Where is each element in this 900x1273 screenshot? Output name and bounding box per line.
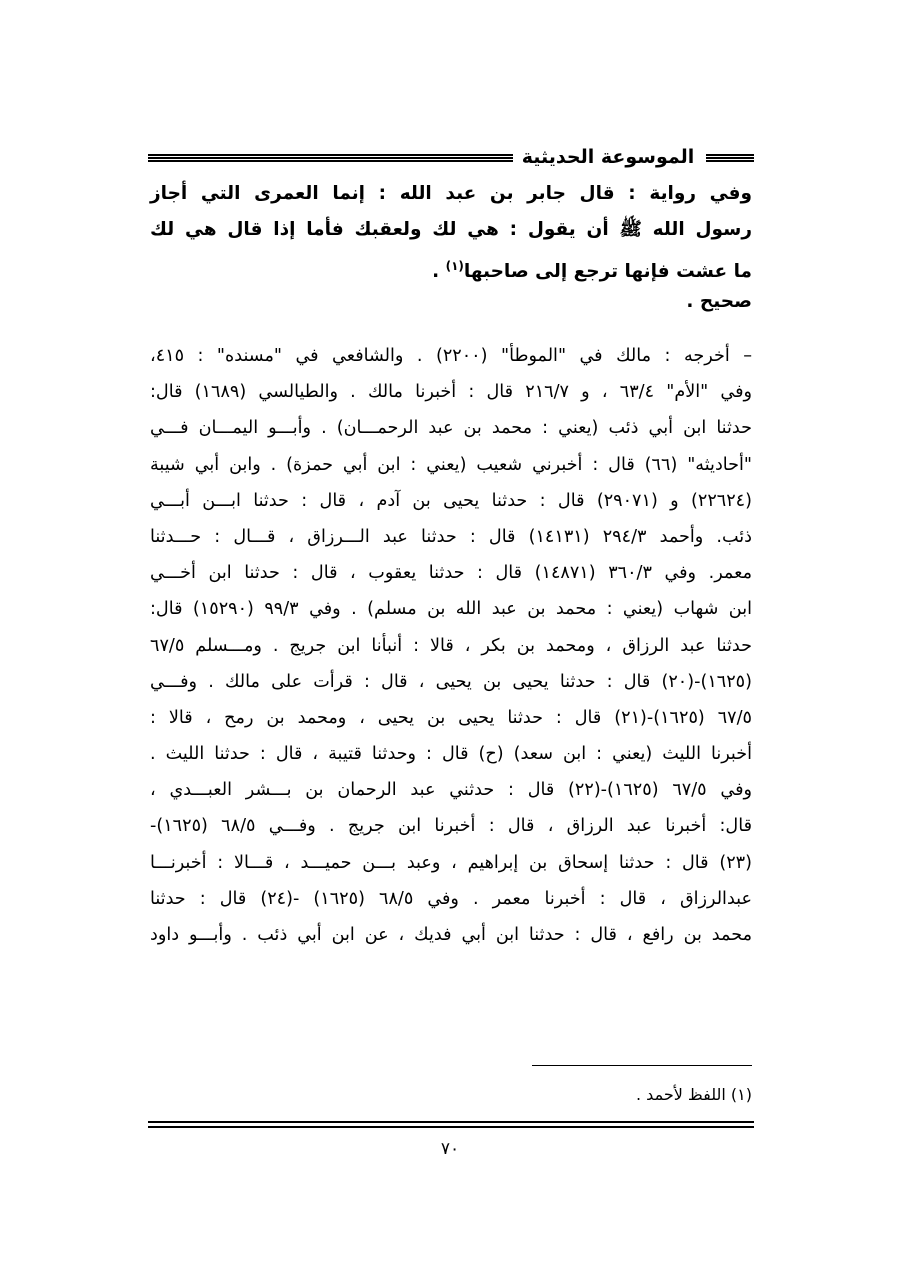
takhrij-line: حدثنا عبد الرزاق ، ومحمد بن بكر ، قالا : أنبأنا ابن جريج . ومـــسلم ٦٧/٥ (150, 635, 752, 656)
takhrij-line: معمر. وفي ٣٦٠/٣ (١٤٨٧١) قال : حدثنا يعقوب ، قال : حدثنا ابن أخـــي (150, 563, 753, 584)
takhrij-line: حدثنا ابن أبي ذئب (يعني : محمد بن عبد الرحمـــان) . وأبـــو اليمـــان فـــي (150, 418, 752, 439)
footnote-separator (532, 1065, 752, 1066)
hadith-last-end: . (432, 261, 446, 283)
takhrij-line: ٦٧/٥ (١٦٢٥)-(٢١) قال : حدثنا يحيى بن يحيى ، ومحمد بن رمح ، قالا : (150, 707, 752, 728)
takhrij-line: وفي ٦٧/٥ (١٦٢٥)-(٢٢) قال : حدثني عبد الرحمان بن بـــشر العبـــدي ، (150, 780, 752, 801)
running-header (148, 142, 754, 176)
hadith-grade: صحيح . (686, 291, 752, 312)
takhrij-line: عبدالرزاق ، قال : أخبرنا معمر . وفي ٦٨/٥ (١٦٢٥) -(٢٤) قال : حدثنا (150, 888, 752, 909)
header-rule-right (706, 154, 754, 162)
takhrij-text (150, 338, 752, 953)
takhrij-line: أخبرنا الليث (يعني : ابن سعد) (ح) قال : وحدثنا قتيبة ، قال : حدثنا الليث . (150, 744, 752, 765)
hadith-line: وفي رواية : قال جابر بن عبد الله : إنما العمرى التي أجاز (150, 183, 752, 204)
footnote: (١) اللفظ لأحمد . (636, 1085, 752, 1104)
hadith-text (150, 176, 752, 320)
takhrij-line: وفي "الأم" ٦٣/٤ ، و ٢١٦/٧ قال : أخبرنا مالك . والطيالسي (١٦٨٩) قال: (150, 382, 752, 403)
takhrij-line: (١٦٢٥)-(٢٠) قال : حدثنا يحيى بن يحيى ، قال : قرأت على مالك . وفـــي (150, 671, 752, 692)
takhrij-line: محمد بن رافع ، قال : حدثنا ابن أبي فديك ، عن ابن أبي ذئب . وأبـــو داود (150, 925, 752, 945)
takhrij-line: (٢٢٦٢٤) و (٢٩٠٧١) قال : حدثنا يحيى بن آدم ، قال : حدثنا ابـــن أبـــي (150, 490, 752, 511)
header-title: الموسوعة الحديثية (521, 146, 695, 168)
takhrij-line: (٢٣) قال : حدثنا إسحاق بن إبراهيم ، وعبد بـــن حميـــد ، قـــالا : أخبرنـــا (150, 852, 752, 873)
takhrij-line: ابن شهاب (يعني : محمد بن عبد الله بن مسلم) . وفي ٩٩/٣ (١٥٢٩٠) قال: (150, 599, 752, 620)
footer-rule (148, 1121, 754, 1128)
hadith-line-last (150, 248, 752, 284)
takhrij-line: قال: أخبرنا عبد الرزاق ، قال : أخبرنا ابن جريج . وفـــي ٦٨/٥ (١٦٢٥)- (150, 816, 752, 837)
takhrij-line: "أحاديثه" (٦٦) قال : أخبرني شعيب (يعني : ابن أبي حمزة) . وابن أبي شيبة (150, 454, 752, 475)
page-number: ٧٠ (440, 1139, 460, 1159)
takhrij-line: – أخرجه : مالك في "الموطأ" (٢٢٠٠) . والشافعي في "مسنده" : ٤١٥، (150, 346, 752, 366)
hadith-line: رسول الله ﷺ أن يقول : هي لك ولعقبك فأما إذا قال هي لك (150, 219, 752, 240)
takhrij-line: ذئب. وأحمد ٢٩٤/٣ (١٤١٣١) قال : حدثنا عبد الـــرزاق ، قـــال : حـــدثنا (150, 526, 752, 547)
hadith-last-text: ما عشت فإنها ترجع إلى صاحبها (463, 261, 752, 283)
footnote-marker: (١) (445, 259, 464, 273)
header-rule-left (148, 154, 513, 162)
